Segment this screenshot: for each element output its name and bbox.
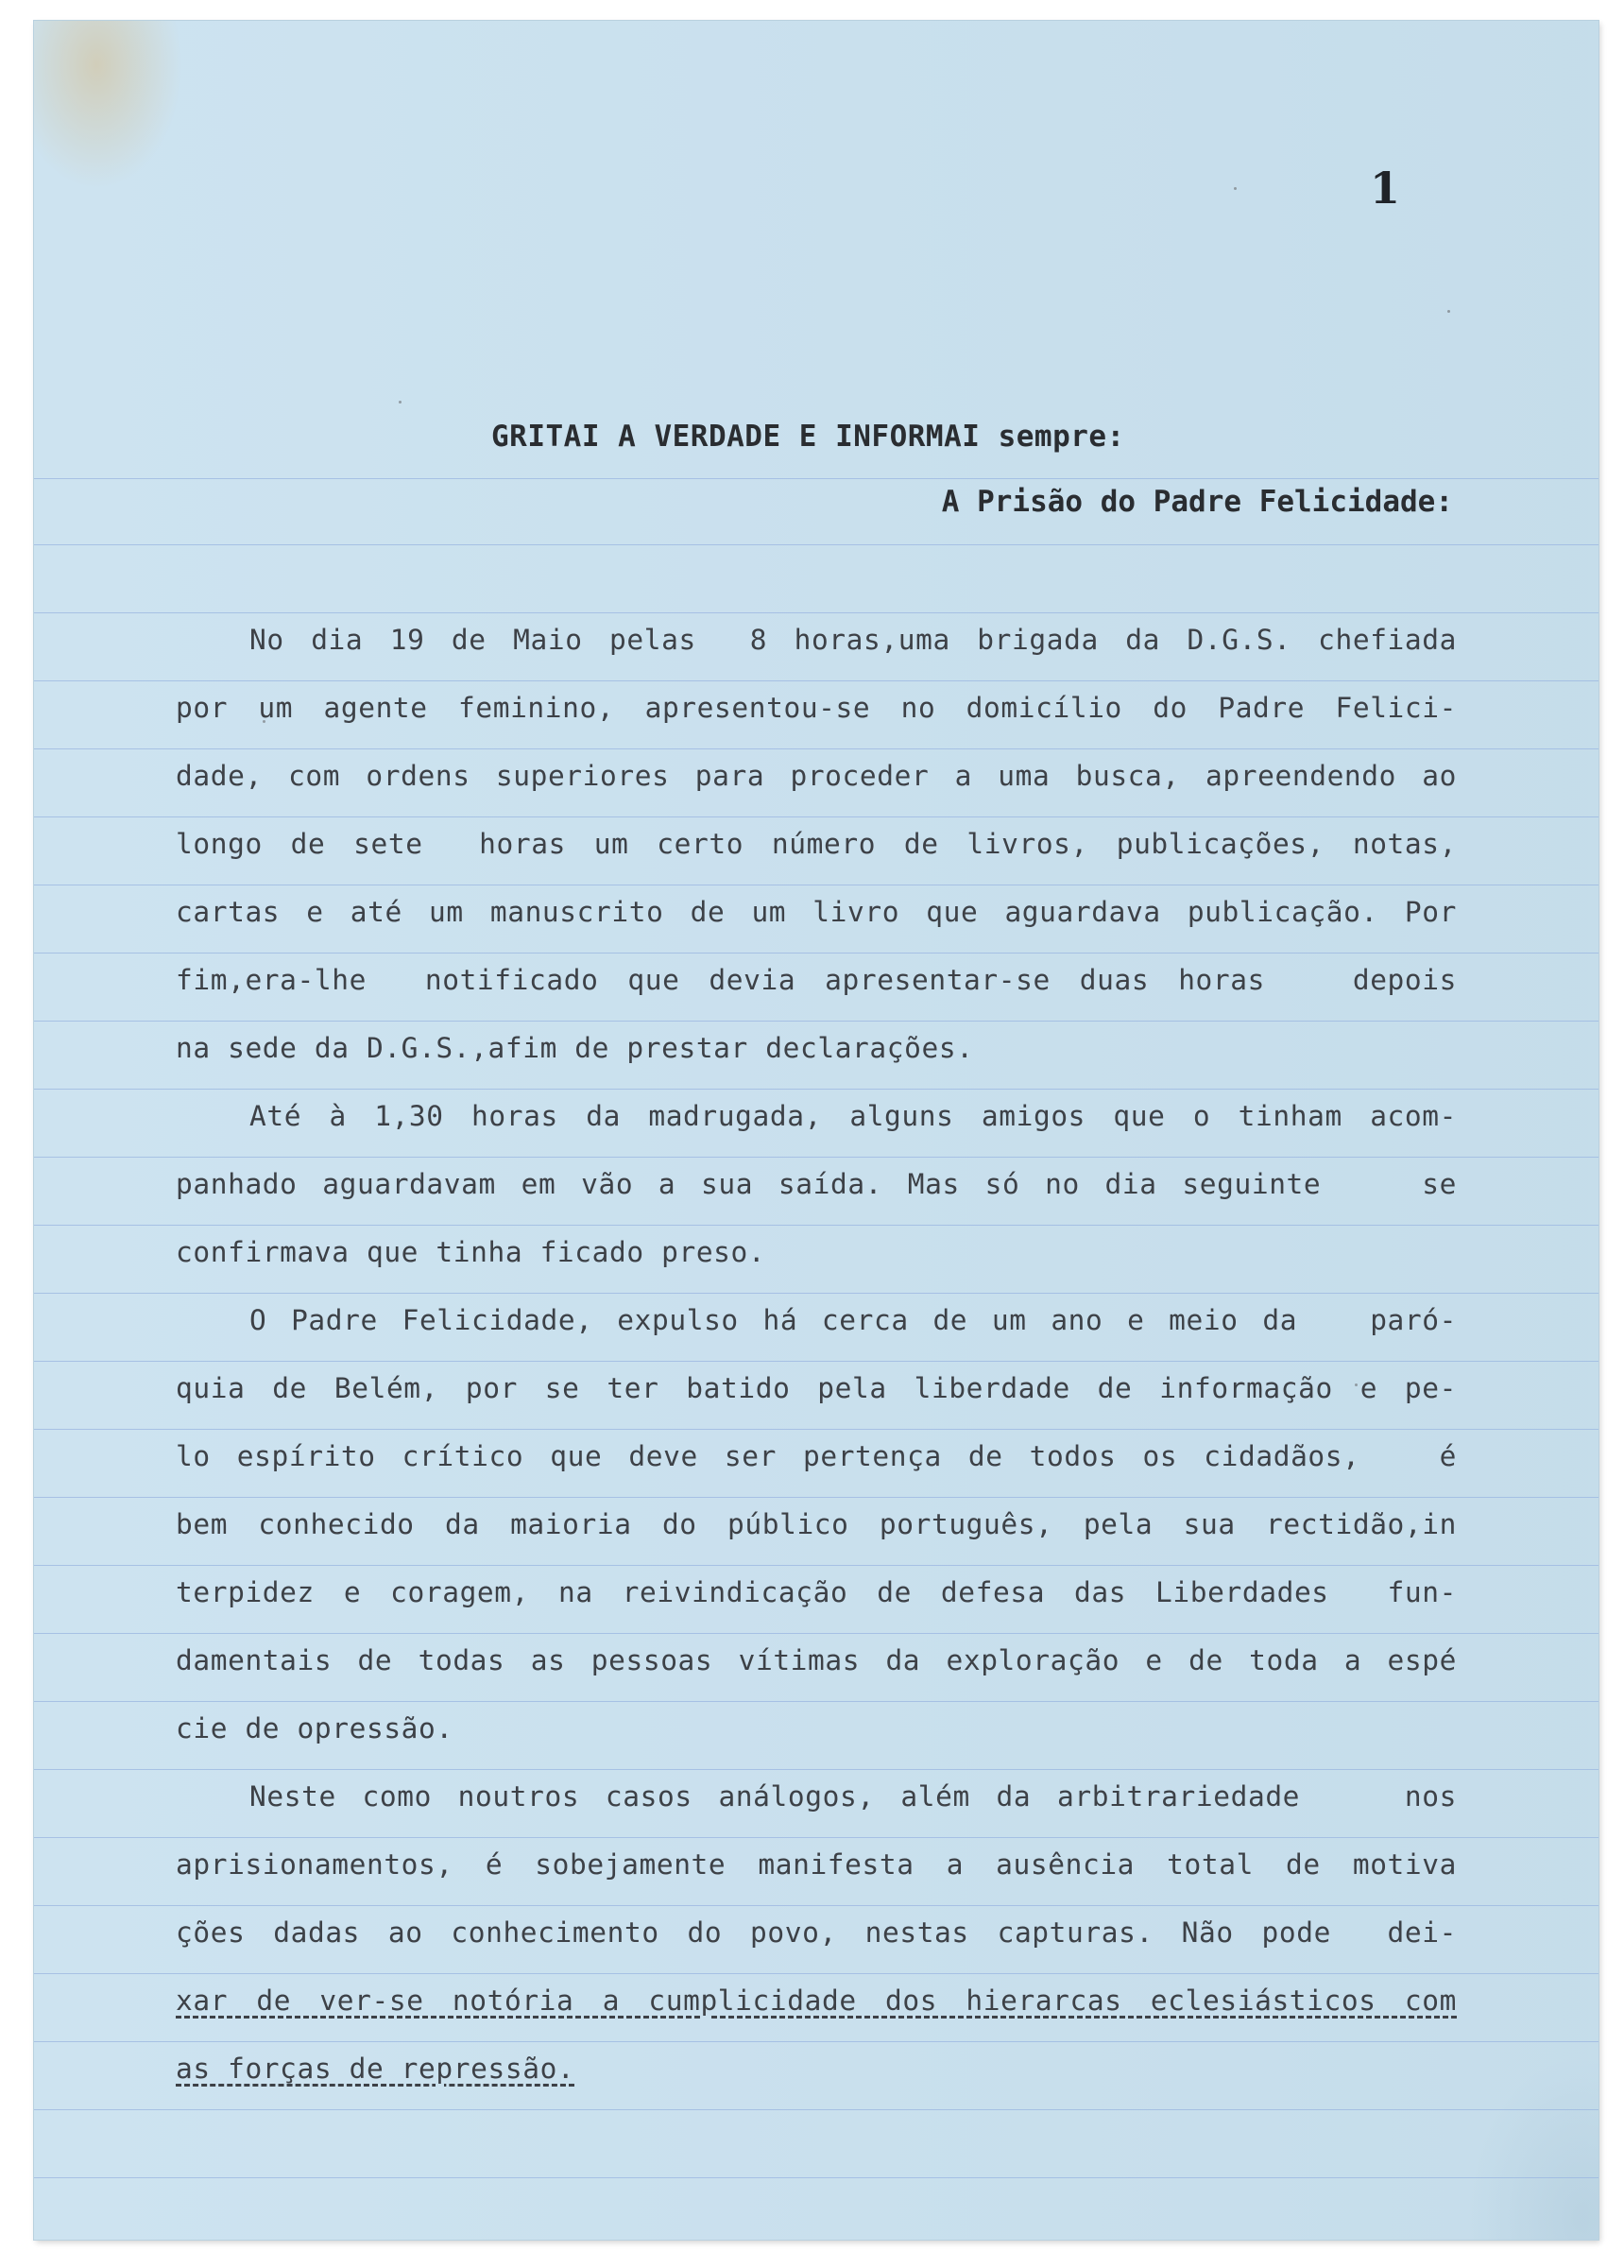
underlined-text-line: as forças de repressão.	[176, 2053, 575, 2085]
text-line: O Padre Felicidade, expulso há cerca de um ano e meio da paró-	[249, 1304, 1457, 1336]
underlined-text-line: xar de ver-se notória a cumplicidade dos hierarcas eclesiásticos com	[176, 1984, 1457, 2017]
text-line: Até à 1,30 horas da madrugada, alguns amigos que o tinham acom-	[249, 1100, 1457, 1132]
ink-speck	[1447, 310, 1450, 313]
ink-speck	[1234, 187, 1237, 190]
text-line: Neste como noutros casos análogos, além da arbitrariedade nos	[249, 1780, 1457, 1813]
page-number: 1	[1370, 163, 1401, 214]
text-line: terpidez e coragem, na reivindicação de defesa das Liberdades fun-	[176, 1576, 1457, 1608]
text-line: dade, com ordens superiores para proceder a uma busca, apreendendo ao	[176, 760, 1457, 792]
text-line: longo de sete horas um certo número de livros, publicações, notas,	[176, 828, 1457, 860]
text-line: quia de Belém, por se ter batido pela liberdade de informação e pe-	[176, 1372, 1457, 1404]
ruled-line	[34, 478, 1598, 479]
text-line: confirmava que tinha ficado preso.	[176, 1236, 766, 1268]
text-line: ções dadas ao conhecimento do povo, nestas capturas. Não pode dei-	[176, 1916, 1457, 1949]
text-line: lo espírito crítico que deve ser pertença de todos os cidadãos, é	[176, 1440, 1457, 1472]
text-line: damentais de todas as pessoas vítimas da exploração e de toda a espé	[176, 1644, 1457, 1676]
text-line: na sede da D.G.S.,afim de prestar declarações.	[176, 1032, 974, 1064]
typed-sheet	[34, 21, 1598, 2240]
ruled-line	[34, 2177, 1598, 2178]
text-line: bem conhecido da maioria do público português, pela sua rectidão,in	[176, 1508, 1457, 1540]
document-title: GRITAI A VERDADE E INFORMAI sempre:	[491, 420, 1125, 454]
ink-speck	[399, 401, 402, 404]
text-line: aprisionamentos, é sobejamente manifesta a ausência total de motiva	[176, 1848, 1457, 1881]
body-text	[176, 614, 1457, 2111]
text-line: cie de opressão.	[176, 1712, 453, 1744]
text-line: panhado aguardavam em vão a sua saída. Mas só no dia seguinte se	[176, 1168, 1457, 1200]
document-subtitle: A Prisão do Padre Felicidade:	[941, 485, 1453, 519]
text-line: cartas e até um manuscrito de um livro que aguardava publicação. Por	[176, 896, 1457, 928]
text-line: No dia 19 de Maio pelas 8 horas,uma brigada da D.G.S. chefiada	[249, 624, 1457, 656]
text-line: fim,era-lhe notificado que devia apresentar-se duas horas depois	[176, 964, 1457, 996]
ruled-line	[34, 612, 1598, 613]
text-line: por um agente feminino, apresentou-se no domicílio do Padre Felici-	[176, 692, 1457, 724]
ruled-line	[34, 544, 1598, 545]
